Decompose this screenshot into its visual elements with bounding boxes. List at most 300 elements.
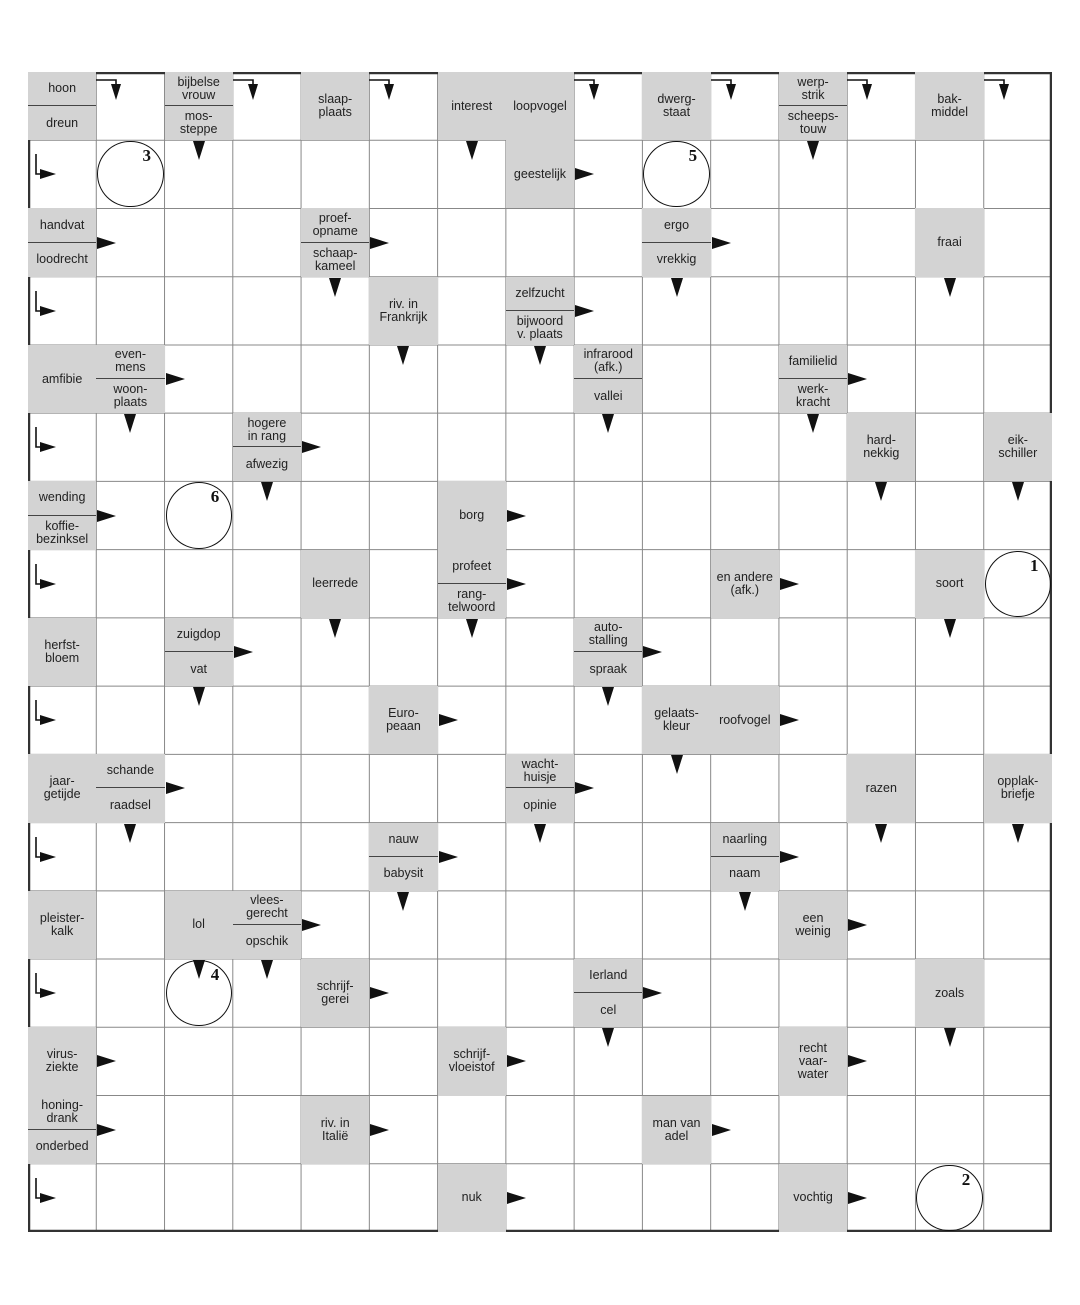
clue-bottom-text: raadsel — [109, 798, 151, 813]
answer-cell[interactable] — [233, 345, 301, 413]
answer-cell[interactable] — [984, 686, 1052, 754]
arrow-down-icon — [1010, 823, 1026, 845]
arrow-right-icon — [847, 1190, 869, 1206]
answer-cell[interactable] — [165, 1027, 233, 1095]
answer-cell[interactable] — [96, 277, 164, 345]
answer-cell[interactable] — [779, 618, 847, 686]
answer-cell[interactable] — [984, 1096, 1052, 1164]
clue-top-text: Ierland — [574, 959, 642, 993]
clue-cell: jaar- getijde — [28, 754, 96, 822]
answer-cell[interactable] — [438, 277, 506, 345]
arrow-down-icon — [395, 891, 411, 913]
clue-cell: razen — [847, 754, 915, 822]
answer-cell[interactable] — [233, 277, 301, 345]
answer-cell[interactable] — [233, 140, 301, 208]
clue-cell — [779, 72, 847, 140]
answer-cell[interactable] — [574, 1164, 642, 1232]
answer-cell[interactable] — [369, 1164, 437, 1232]
clue-cell: Euro- peaan — [369, 686, 437, 754]
answer-cell[interactable] — [369, 481, 437, 549]
arrow-down-icon — [873, 481, 889, 503]
clue-cell — [233, 413, 301, 481]
clue-cell — [301, 208, 369, 276]
clue-cell — [642, 208, 710, 276]
clue-cell — [574, 959, 642, 1027]
solution-circle — [985, 551, 1051, 617]
arrow-right-icon — [165, 371, 187, 387]
answer-cell[interactable] — [847, 686, 915, 754]
answer-cell[interactable] — [96, 1164, 164, 1232]
clue-cell: riv. in Frankrijk — [369, 277, 437, 345]
answer-cell[interactable] — [711, 345, 779, 413]
clue-top-text: honing- drank — [28, 1096, 96, 1130]
solution-number: 4 — [210, 965, 220, 985]
arrow-right-icon — [506, 1190, 528, 1206]
clue-cell — [779, 345, 847, 413]
clue-cell: man van adel — [642, 1096, 710, 1164]
clue-cell: hard- nekkig — [847, 413, 915, 481]
clue-cell: eik- schiller — [984, 413, 1052, 481]
arrow-right-icon — [301, 439, 323, 455]
answer-cell[interactable] — [165, 208, 233, 276]
arrow-right-down-icon — [574, 72, 604, 102]
answer-cell[interactable] — [506, 413, 574, 481]
clue-bottom-text: mos- steppe — [179, 109, 218, 137]
clue-bottom-text: cel — [600, 1002, 617, 1017]
arrow-right-icon — [369, 1122, 391, 1138]
answer-cell[interactable] — [847, 1096, 915, 1164]
arrow-down-icon — [737, 891, 753, 913]
clue-cell — [96, 345, 164, 413]
clue-bottom-text: woon- plaats — [113, 382, 148, 410]
clue-bottom-text: bijwoord v. plaats — [516, 313, 564, 341]
clue-cell: een weinig — [779, 891, 847, 959]
answer-cell[interactable] — [574, 1096, 642, 1164]
answer-cell[interactable] — [711, 277, 779, 345]
crossword-puzzle — [28, 72, 1052, 1232]
arrow-down-icon — [191, 686, 207, 708]
arrow-right-down-icon — [847, 72, 877, 102]
answer-cell[interactable] — [233, 1027, 301, 1095]
answer-cell[interactable] — [233, 208, 301, 276]
arrow-down-icon — [327, 618, 343, 640]
clue-bottom-text: vrekkig — [656, 252, 697, 267]
solution-circle — [97, 141, 163, 207]
answer-cell[interactable] — [301, 481, 369, 549]
clue-top-text: vlees- gerecht — [233, 891, 301, 925]
solution-number: 2 — [961, 1169, 971, 1189]
clue-top-text: hogere in rang — [233, 413, 301, 447]
answer-cell[interactable] — [233, 1164, 301, 1232]
answer-cell[interactable] — [369, 618, 437, 686]
answer-cell[interactable] — [847, 959, 915, 1027]
answer-cell[interactable] — [165, 277, 233, 345]
answer-cell[interactable] — [915, 413, 983, 481]
clue-cell: opplak- briefje — [984, 754, 1052, 822]
clue-cell: amfibie — [28, 345, 96, 413]
arrow-down-icon — [942, 618, 958, 640]
clue-top-text: naarling — [711, 823, 779, 857]
arrow-right-icon — [779, 576, 801, 592]
answer-cell[interactable] — [984, 618, 1052, 686]
answer-cell[interactable] — [233, 686, 301, 754]
clue-cell: borg — [438, 481, 506, 549]
arrow-right-icon — [506, 1053, 528, 1069]
answer-cell[interactable] — [711, 754, 779, 822]
arrow-right-icon — [574, 303, 596, 319]
clue-bottom-text: vallei — [594, 388, 623, 403]
answer-cell[interactable] — [711, 140, 779, 208]
answer-cell[interactable] — [984, 959, 1052, 1027]
clue-cell: virus- ziekte — [28, 1027, 96, 1095]
arrow-right-icon — [96, 508, 118, 524]
clue-bottom-text: spraak — [589, 661, 628, 676]
answer-cell[interactable] — [438, 891, 506, 959]
arrow-down-right-icon — [28, 1178, 60, 1210]
arrow-down-icon — [669, 754, 685, 776]
answer-cell[interactable] — [574, 891, 642, 959]
arrow-down-icon — [873, 823, 889, 845]
arrow-down-icon — [532, 823, 548, 845]
answer-cell[interactable] — [301, 345, 369, 413]
answer-cell[interactable] — [642, 345, 710, 413]
arrow-right-down-icon — [984, 72, 1014, 102]
solution-number: 6 — [210, 487, 220, 507]
arrow-down-icon — [327, 277, 343, 299]
arrow-down-icon — [805, 140, 821, 162]
clue-cell: dwerg- staat — [642, 72, 710, 140]
arrow-down-right-icon — [28, 154, 60, 186]
clue-cell — [369, 823, 437, 891]
answer-cell[interactable] — [438, 1096, 506, 1164]
clue-top-text: hoon — [28, 72, 96, 106]
clue-top-text: nauw — [369, 823, 437, 857]
arrow-right-down-icon — [96, 72, 126, 102]
arrow-right-icon — [506, 576, 528, 592]
arrow-right-icon — [301, 917, 323, 933]
answer-cell[interactable] — [506, 891, 574, 959]
clue-bottom-text: loodrecht — [36, 252, 88, 267]
clue-cell — [165, 618, 233, 686]
arrow-down-icon — [942, 277, 958, 299]
clue-bottom-text: koffie- bezinksel — [36, 518, 89, 546]
clue-bottom-text: naam — [729, 866, 761, 881]
answer-cell[interactable] — [96, 891, 164, 959]
answer-cell[interactable] — [642, 1027, 710, 1095]
answer-cell[interactable] — [506, 618, 574, 686]
answer-cell[interactable] — [233, 754, 301, 822]
arrow-down-icon — [600, 1027, 616, 1049]
clue-top-text: zelfzucht — [506, 277, 574, 311]
clue-cell: herfst- bloem — [28, 618, 96, 686]
clue-top-text: werp- strik — [779, 72, 847, 106]
clue-top-text: familielid — [779, 345, 847, 379]
answer-cell[interactable] — [165, 1164, 233, 1232]
arrow-right-icon — [96, 1122, 118, 1138]
clue-cell: riv. in Italië — [301, 1096, 369, 1164]
arrow-down-icon — [259, 959, 275, 981]
answer-cell[interactable] — [301, 140, 369, 208]
answer-cell[interactable] — [165, 413, 233, 481]
answer-cell[interactable] — [711, 959, 779, 1027]
clue-top-text: ergo — [642, 208, 710, 242]
arrow-right-icon — [96, 235, 118, 251]
clue-cell: lol — [165, 891, 233, 959]
arrow-right-icon — [847, 917, 869, 933]
clue-top-text: auto- stalling — [574, 618, 642, 652]
answer-cell[interactable] — [233, 1096, 301, 1164]
solution-number: 1 — [1030, 555, 1039, 575]
answer-cell[interactable] — [847, 550, 915, 618]
answer-cell[interactable] — [915, 754, 983, 822]
answer-cell[interactable] — [369, 140, 437, 208]
answer-cell[interactable] — [915, 686, 983, 754]
clue-top-text: wending — [28, 481, 96, 515]
answer-cell[interactable] — [369, 1027, 437, 1095]
arrow-right-icon — [96, 1053, 118, 1069]
clue-cell — [96, 754, 164, 822]
arrow-down-icon — [395, 345, 411, 367]
answer-cell[interactable] — [779, 208, 847, 276]
clue-bottom-text: vat — [190, 661, 207, 676]
clue-bottom-text: schaap- kameel — [312, 245, 358, 273]
answer-cell[interactable] — [642, 891, 710, 959]
clue-cell: en andere (afk.) — [711, 550, 779, 618]
clue-cell — [438, 550, 506, 618]
answer-cell[interactable] — [438, 345, 506, 413]
clue-cell: interest — [438, 72, 506, 140]
clue-cell: leerrede — [301, 550, 369, 618]
answer-cell[interactable] — [506, 959, 574, 1027]
clue-cell: fraai — [915, 208, 983, 276]
clue-top-text: proef- opname — [301, 208, 369, 242]
clue-cell: pleister- kalk — [28, 891, 96, 959]
answer-cell[interactable] — [779, 481, 847, 549]
clue-cell — [28, 1096, 96, 1164]
answer-cell[interactable] — [984, 1164, 1052, 1232]
arrow-down-icon — [942, 1027, 958, 1049]
arrow-right-icon — [233, 644, 255, 660]
answer-cell[interactable] — [642, 1164, 710, 1232]
clue-cell: loopvogel — [506, 72, 574, 140]
answer-cell[interactable] — [96, 618, 164, 686]
arrow-down-right-icon — [28, 700, 60, 732]
arrow-down-icon — [259, 481, 275, 503]
answer-cell[interactable] — [915, 345, 983, 413]
answer-cell[interactable] — [711, 618, 779, 686]
answer-cell[interactable] — [574, 208, 642, 276]
answer-cell[interactable] — [711, 413, 779, 481]
clue-bottom-text: opinie — [523, 798, 557, 813]
arrow-right-icon — [711, 235, 733, 251]
arrow-right-icon — [506, 508, 528, 524]
answer-cell[interactable] — [438, 208, 506, 276]
answer-cell[interactable] — [642, 823, 710, 891]
answer-cell[interactable] — [984, 1027, 1052, 1095]
arrow-down-icon — [191, 959, 207, 981]
answer-cell[interactable] — [984, 891, 1052, 959]
answer-cell[interactable] — [96, 686, 164, 754]
arrow-right-icon — [642, 985, 664, 1001]
answer-cell[interactable] — [915, 1096, 983, 1164]
clue-top-text: even- mens — [96, 345, 164, 379]
arrow-right-icon — [847, 371, 869, 387]
clue-cell — [28, 481, 96, 549]
answer-cell[interactable] — [574, 481, 642, 549]
clue-cell: gelaats- kleur — [642, 686, 710, 754]
answer-cell[interactable] — [847, 140, 915, 208]
answer-cell[interactable] — [984, 208, 1052, 276]
answer-cell[interactable] — [165, 550, 233, 618]
answer-cell[interactable] — [915, 140, 983, 208]
clue-cell: schrijf- vloeistof — [438, 1027, 506, 1095]
clue-cell — [574, 618, 642, 686]
arrow-down-icon — [532, 345, 548, 367]
answer-cell[interactable] — [779, 277, 847, 345]
answer-cell[interactable] — [506, 1096, 574, 1164]
clue-cell — [506, 754, 574, 822]
arrow-down-icon — [805, 413, 821, 435]
answer-cell[interactable] — [165, 1096, 233, 1164]
answer-cell[interactable] — [301, 1164, 369, 1232]
clue-bottom-text: opschik — [245, 934, 289, 949]
clue-cell: soort — [915, 550, 983, 618]
answer-cell[interactable] — [165, 823, 233, 891]
arrow-down-right-icon — [28, 564, 60, 596]
arrow-right-icon — [438, 849, 460, 865]
arrow-right-icon — [574, 166, 596, 182]
answer-cell[interactable] — [847, 618, 915, 686]
arrow-right-icon — [847, 1053, 869, 1069]
arrow-right-icon — [642, 644, 664, 660]
clue-cell — [506, 277, 574, 345]
arrow-down-icon — [600, 413, 616, 435]
arrow-right-down-icon — [369, 72, 399, 102]
answer-cell[interactable] — [984, 277, 1052, 345]
answer-cell[interactable] — [369, 754, 437, 822]
arrow-down-icon — [122, 413, 138, 435]
answer-cell[interactable] — [438, 959, 506, 1027]
solution-number: 3 — [142, 146, 152, 166]
answer-cell[interactable] — [301, 823, 369, 891]
answer-cell[interactable] — [301, 686, 369, 754]
clue-top-text: handvat — [28, 208, 96, 242]
arrow-right-icon — [779, 849, 801, 865]
clue-cell: zoals — [915, 959, 983, 1027]
answer-cell[interactable] — [642, 481, 710, 549]
answer-cell[interactable] — [438, 754, 506, 822]
clue-cell — [28, 72, 96, 140]
clue-cell — [165, 72, 233, 140]
arrow-down-icon — [669, 277, 685, 299]
answer-cell[interactable] — [915, 823, 983, 891]
solution-circle — [643, 141, 709, 207]
arrow-down-icon — [1010, 481, 1026, 503]
clue-bottom-text: babysit — [383, 866, 424, 881]
arrow-down-icon — [122, 823, 138, 845]
answer-cell[interactable] — [915, 891, 983, 959]
clue-top-text: profeet — [438, 550, 506, 584]
arrow-down-icon — [600, 686, 616, 708]
answer-cell[interactable] — [301, 754, 369, 822]
solution-circle — [166, 482, 232, 548]
answer-cell[interactable] — [574, 550, 642, 618]
answer-cell[interactable] — [369, 413, 437, 481]
clue-cell: nuk — [438, 1164, 506, 1232]
clue-top-text: schande — [96, 754, 164, 788]
clue-bottom-text: dreun — [46, 115, 79, 130]
answer-cell[interactable] — [96, 550, 164, 618]
answer-cell[interactable] — [233, 823, 301, 891]
answer-cell[interactable] — [984, 345, 1052, 413]
clue-bottom-text: scheeps- touw — [787, 109, 839, 137]
answer-cell[interactable] — [779, 959, 847, 1027]
answer-cell[interactable] — [847, 277, 915, 345]
clue-top-text: infrarood (afk.) — [574, 345, 642, 379]
answer-cell[interactable] — [369, 550, 437, 618]
answer-cell[interactable] — [847, 208, 915, 276]
answer-cell[interactable] — [96, 959, 164, 1027]
answer-cell[interactable] — [779, 1096, 847, 1164]
answer-cell[interactable] — [506, 208, 574, 276]
arrow-down-icon — [464, 618, 480, 640]
solution-number: 5 — [688, 146, 698, 166]
clue-cell: geestelijk — [506, 140, 574, 208]
arrow-down-right-icon — [28, 291, 60, 323]
arrow-right-icon — [369, 985, 391, 1001]
answer-cell[interactable] — [779, 754, 847, 822]
arrow-down-icon — [464, 140, 480, 162]
arrow-right-icon — [779, 712, 801, 728]
answer-cell[interactable] — [711, 481, 779, 549]
answer-cell[interactable] — [506, 686, 574, 754]
arrow-right-icon — [574, 780, 596, 796]
clue-top-text: zuigdop — [165, 618, 233, 652]
answer-cell[interactable] — [711, 1164, 779, 1232]
clue-cell: bak- middel — [915, 72, 983, 140]
clue-cell: recht vaar- water — [779, 1027, 847, 1095]
clue-cell — [28, 208, 96, 276]
answer-cell[interactable] — [642, 550, 710, 618]
arrow-right-icon — [711, 1122, 733, 1138]
answer-cell[interactable] — [915, 481, 983, 549]
clue-cell — [711, 823, 779, 891]
clue-cell: vochtig — [779, 1164, 847, 1232]
answer-cell[interactable] — [438, 413, 506, 481]
clue-top-text: wacht- huisje — [506, 754, 574, 788]
answer-cell[interactable] — [301, 1027, 369, 1095]
answer-cell[interactable] — [984, 140, 1052, 208]
answer-cell[interactable] — [711, 1027, 779, 1095]
clue-bottom-text: werk- kracht — [796, 382, 831, 410]
clue-cell: roofvogel — [711, 686, 779, 754]
arrow-right-icon — [438, 712, 460, 728]
answer-cell[interactable] — [642, 413, 710, 481]
answer-cell[interactable] — [574, 823, 642, 891]
clue-cell: schrijf- gerei — [301, 959, 369, 1027]
clue-cell: slaap- plaats — [301, 72, 369, 140]
arrow-down-right-icon — [28, 973, 60, 1005]
arrow-right-icon — [369, 235, 391, 251]
arrow-right-down-icon — [233, 72, 263, 102]
answer-cell[interactable] — [233, 550, 301, 618]
arrow-down-right-icon — [28, 427, 60, 459]
clue-cell — [574, 345, 642, 413]
clue-bottom-text: afwezig — [245, 456, 289, 471]
arrow-right-icon — [165, 780, 187, 796]
arrow-down-right-icon — [28, 837, 60, 869]
clue-cell — [233, 891, 301, 959]
